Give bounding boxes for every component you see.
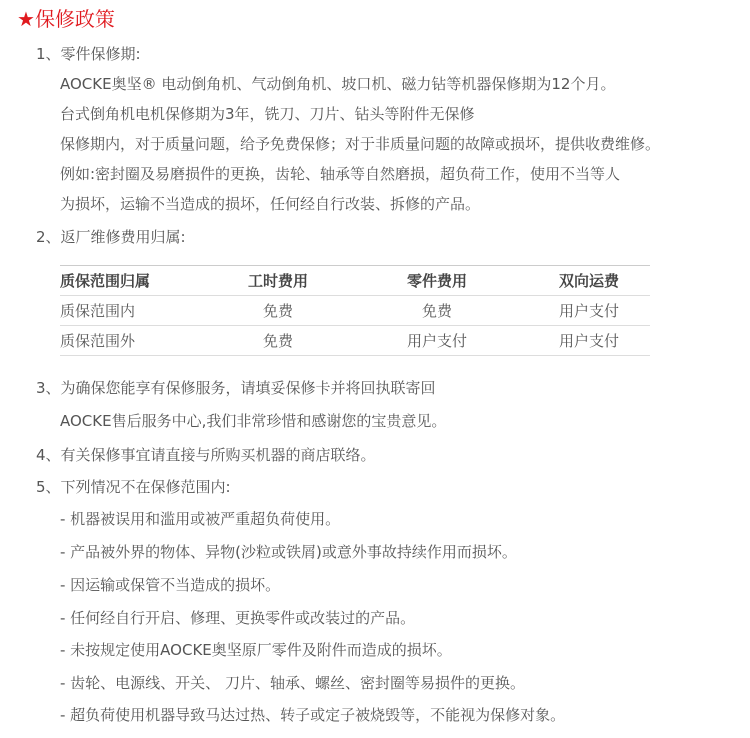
section-1-line: AOCKE奥坚® 电动倒角机、气动倒角机、坡口机、磁力钻等机器保修期为12个月。 [60,75,616,93]
table-cell: 免费 [210,296,346,326]
page-title-text: 保修政策 [34,7,115,31]
table-cell: 用户支付 [346,326,528,356]
section-1-heading: 1、零件保修期: [36,45,141,63]
section-5-heading: 5、下列情况不在保修范围内: [36,478,231,496]
table-cell: 用户支付 [528,296,650,326]
column-header: 双向运费 [528,266,650,296]
column-header: 工时费用 [210,266,346,296]
exclusion-item: - 超负荷使用机器导致马达过热、转子或定子被烧毁等，不能视为保修对象。 [60,706,566,724]
section-1-line: 台式倒角机电机保修期为3年，铣刀、刀片、钻头等附件无保修 [60,105,475,123]
section-3-line: AOCKE售后服务中心,我们非常珍惜和感谢您的宝贵意见。 [60,412,447,430]
table-cell: 用户支付 [528,326,650,356]
warranty-cost-table [60,265,650,356]
exclusion-item: - 产品被外界的物体、异物(沙粒或铁屑)或意外事故持续作用而损坏。 [60,543,517,561]
section-4-heading: 4、有关保修事宜请直接与所购买机器的商店联络。 [36,446,376,464]
column-header: 零件费用 [346,266,528,296]
exclusion-item: - 未按规定使用AOCKE奥坚原厂零件及附件而造成的损坏。 [60,641,452,659]
star-icon: ★ [17,7,35,31]
table-header-row [60,266,650,296]
exclusion-item: - 机器被误用和滥用或被严重超负荷使用。 [60,510,341,528]
page-title [17,6,115,32]
exclusion-item: - 因运输或保管不当造成的损坏。 [60,576,281,594]
exclusion-item: - 任何经自行开启、修理、更换零件或改装过的产品。 [60,609,416,627]
section-1-line: 例如:密封圈及易磨损件的更换，齿轮、轴承等自然磨损，超负荷工作，使用不当等人 [60,165,621,183]
table-row [60,326,650,356]
column-header: 质保范围归属 [60,266,210,296]
table-cell: 免费 [346,296,528,326]
table-row [60,296,650,326]
table-cell: 质保范围内 [60,296,210,326]
section-1-line: 为损坏，运输不当造成的损坏，任何经自行改装、拆修的产品。 [60,195,481,213]
table-cell: 免费 [210,326,346,356]
exclusion-item: - 齿轮、电源线、开关、 刀片、轴承、螺丝、密封圈等易损件的更换。 [60,674,525,692]
section-3-heading: 3、为确保您能享有保修服务，请填妥保修卡并将回执联寄回 [36,379,436,397]
section-1-line: 保修期内，对于质量问题，给予免费保修；对于非质量问题的故障或损坏，提供收费维修。 [60,135,661,153]
table-cell: 质保范围外 [60,326,210,356]
section-2-heading: 2、返厂维修费用归属: [36,228,186,246]
